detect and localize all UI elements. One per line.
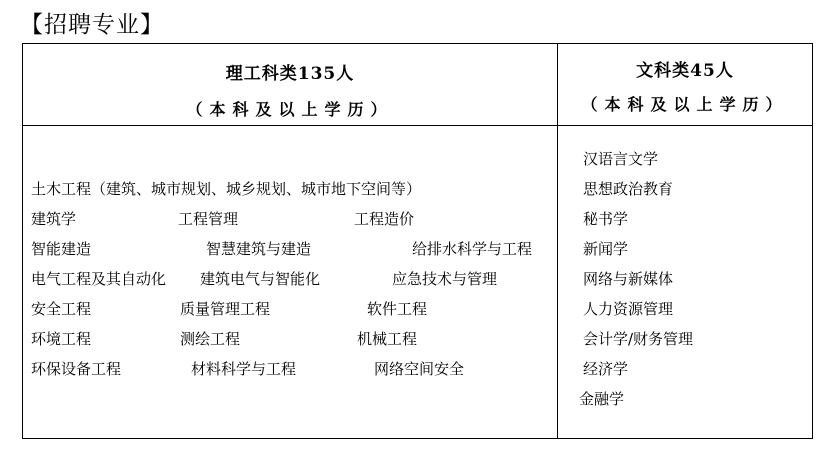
- science-major: 机械工程: [357, 330, 418, 348]
- science-subheader: （本科及以上学历）: [186, 100, 394, 119]
- arts-major: 经济学: [583, 360, 629, 378]
- arts-major: 会计学/财务管理: [583, 330, 694, 348]
- arts-major: 人力资源管理: [583, 300, 674, 318]
- science-major: 建筑学: [31, 210, 77, 228]
- arts-major: 汉语言文学: [583, 150, 659, 168]
- science-major: 应急技术与管理: [392, 270, 498, 288]
- majors-table: [22, 43, 813, 439]
- science-major: 测绘工程: [180, 330, 241, 348]
- header-divider: [23, 125, 812, 126]
- arts-header: 文科类45人: [636, 61, 734, 81]
- science-major: 质量管理工程: [180, 300, 271, 318]
- science-major: 环保设备工程: [31, 360, 122, 378]
- science-major: 土木工程（建筑、城市规划、城乡规划、城市地下空间等）: [31, 180, 422, 198]
- arts-major: 网络与新媒体: [583, 270, 674, 288]
- science-major: 电气工程及其自动化: [31, 270, 167, 288]
- science-header: 理工科类135人: [225, 64, 355, 84]
- science-major: 安全工程: [31, 300, 92, 318]
- science-major: 软件工程: [367, 300, 428, 318]
- arts-major: 思想政治教育: [583, 180, 674, 198]
- science-major: 工程管理: [178, 210, 239, 228]
- arts-subheader: （本科及以上学历）: [581, 95, 789, 114]
- arts-major: 金融学: [579, 390, 625, 408]
- science-major: 工程造价: [354, 210, 415, 228]
- section-title: 【招聘专业】: [20, 12, 164, 38]
- science-major: 给排水科学与工程: [412, 240, 533, 258]
- science-major: 材料科学与工程: [191, 360, 297, 378]
- science-major: 智能建造: [31, 240, 92, 258]
- arts-major: 秘书学: [583, 210, 629, 228]
- arts-major: 新闻学: [583, 240, 629, 258]
- science-major: 建筑电气与智能化: [200, 270, 321, 288]
- science-major: 网络空间安全: [374, 360, 465, 378]
- science-major: 智慧建筑与建造: [206, 240, 312, 258]
- science-major: 环境工程: [31, 330, 92, 348]
